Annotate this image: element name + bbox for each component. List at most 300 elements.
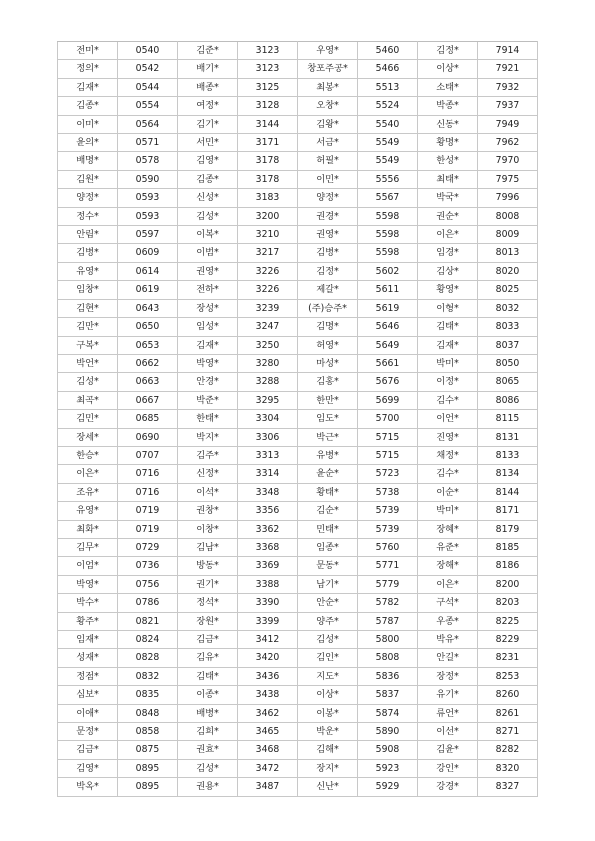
code-cell: 5890 bbox=[358, 723, 418, 741]
code-cell: 3388 bbox=[238, 575, 298, 593]
code-cell: 0554 bbox=[118, 97, 178, 115]
name-cell: 김태* bbox=[178, 667, 238, 685]
code-cell: 0564 bbox=[118, 115, 178, 133]
code-cell: 3123 bbox=[238, 60, 298, 78]
name-cell: 김성* bbox=[178, 759, 238, 777]
name-cell: 박운* bbox=[298, 723, 358, 741]
code-cell: 5699 bbox=[358, 391, 418, 409]
code-cell: 3123 bbox=[238, 42, 298, 60]
name-cell: 이봉* bbox=[298, 704, 358, 722]
code-cell: 0593 bbox=[118, 207, 178, 225]
code-cell: 8282 bbox=[478, 741, 538, 759]
code-cell: 3183 bbox=[238, 189, 298, 207]
name-cell: 서금* bbox=[298, 134, 358, 152]
name-cell: 유기* bbox=[418, 686, 478, 704]
name-cell: 문동* bbox=[298, 557, 358, 575]
code-cell: 5923 bbox=[358, 759, 418, 777]
code-cell: 5524 bbox=[358, 97, 418, 115]
code-cell: 8008 bbox=[478, 207, 538, 225]
name-cell: 심보* bbox=[58, 686, 118, 704]
code-cell: 5700 bbox=[358, 410, 418, 428]
code-cell: 3200 bbox=[238, 207, 298, 225]
code-cell: 0590 bbox=[118, 170, 178, 188]
name-cell: 배종* bbox=[178, 78, 238, 96]
code-cell: 8229 bbox=[478, 631, 538, 649]
code-cell: 5649 bbox=[358, 336, 418, 354]
name-cell: 류언* bbox=[418, 704, 478, 722]
code-cell: 0540 bbox=[118, 42, 178, 60]
code-cell: 3438 bbox=[238, 686, 298, 704]
table-row bbox=[58, 483, 538, 501]
code-cell: 0719 bbox=[118, 520, 178, 538]
name-cell: 박종* bbox=[418, 97, 478, 115]
code-cell: 0597 bbox=[118, 226, 178, 244]
name-cell: 윤의* bbox=[58, 134, 118, 152]
name-cell: 유영* bbox=[58, 502, 118, 520]
code-cell: 0835 bbox=[118, 686, 178, 704]
name-cell: 허필* bbox=[298, 152, 358, 170]
name-cell: 배기* bbox=[178, 60, 238, 78]
name-cell: 이엄* bbox=[58, 557, 118, 575]
code-cell: 8186 bbox=[478, 557, 538, 575]
name-cell: 김민* bbox=[58, 410, 118, 428]
name-cell: 신난* bbox=[298, 778, 358, 796]
code-cell: 0643 bbox=[118, 299, 178, 317]
name-cell: 박영* bbox=[178, 354, 238, 372]
code-cell: 3226 bbox=[238, 262, 298, 280]
name-cell: 황명* bbox=[418, 134, 478, 152]
code-cell: 0828 bbox=[118, 649, 178, 667]
name-cell: 진영* bbox=[418, 428, 478, 446]
name-cell: 김성* bbox=[58, 373, 118, 391]
code-cell: 0832 bbox=[118, 667, 178, 685]
table-row bbox=[58, 594, 538, 612]
name-cell: 이종* bbox=[178, 686, 238, 704]
name-cell: 김성* bbox=[178, 207, 238, 225]
code-cell: 0707 bbox=[118, 446, 178, 464]
table-row bbox=[58, 78, 538, 96]
name-cell: 김원* bbox=[58, 170, 118, 188]
name-cell: 한성* bbox=[418, 152, 478, 170]
name-cell: 문정* bbox=[58, 723, 118, 741]
name-cell: 김왕* bbox=[298, 115, 358, 133]
name-cell: 우종* bbox=[418, 612, 478, 630]
table-row bbox=[58, 170, 538, 188]
table-row bbox=[58, 704, 538, 722]
code-cell: 7937 bbox=[478, 97, 538, 115]
code-cell: 8320 bbox=[478, 759, 538, 777]
name-cell: 장정* bbox=[418, 667, 478, 685]
table-row bbox=[58, 557, 538, 575]
name-cell: 김병* bbox=[58, 244, 118, 262]
name-cell: 이복* bbox=[178, 226, 238, 244]
code-cell: 8225 bbox=[478, 612, 538, 630]
code-cell: 3247 bbox=[238, 318, 298, 336]
name-cell: 박준* bbox=[178, 391, 238, 409]
table-row bbox=[58, 741, 538, 759]
table-row bbox=[58, 60, 538, 78]
name-cell: 권순* bbox=[418, 207, 478, 225]
code-cell: 5598 bbox=[358, 226, 418, 244]
name-cell: 김해* bbox=[298, 741, 358, 759]
table-row bbox=[58, 649, 538, 667]
code-cell: 0619 bbox=[118, 281, 178, 299]
name-cell: 임경* bbox=[418, 244, 478, 262]
code-cell: 8009 bbox=[478, 226, 538, 244]
name-cell: 김병* bbox=[298, 244, 358, 262]
code-cell: 5837 bbox=[358, 686, 418, 704]
code-cell: 0736 bbox=[118, 557, 178, 575]
code-cell: 5874 bbox=[358, 704, 418, 722]
name-cell: 강인* bbox=[418, 759, 478, 777]
name-cell: 김인* bbox=[298, 649, 358, 667]
code-cell: 0895 bbox=[118, 759, 178, 777]
name-cell: 박유* bbox=[418, 631, 478, 649]
name-cell: 박지* bbox=[178, 428, 238, 446]
code-cell: 3314 bbox=[238, 465, 298, 483]
code-cell: 3306 bbox=[238, 428, 298, 446]
code-cell: 0614 bbox=[118, 262, 178, 280]
code-cell: 5466 bbox=[358, 60, 418, 78]
table-row bbox=[58, 318, 538, 336]
name-cell: 이상* bbox=[418, 60, 478, 78]
code-cell: 3436 bbox=[238, 667, 298, 685]
code-cell: 3210 bbox=[238, 226, 298, 244]
code-cell: 5908 bbox=[358, 741, 418, 759]
table-row bbox=[58, 465, 538, 483]
name-cell: 이창* bbox=[178, 520, 238, 538]
code-cell: 8171 bbox=[478, 502, 538, 520]
name-cell: 임성* bbox=[178, 318, 238, 336]
code-cell: 0875 bbox=[118, 741, 178, 759]
name-cell: 소태* bbox=[418, 78, 478, 96]
name-cell: 안경* bbox=[178, 373, 238, 391]
name-cell: 정점* bbox=[58, 667, 118, 685]
code-cell: 8013 bbox=[478, 244, 538, 262]
code-cell: 5715 bbox=[358, 428, 418, 446]
table-row bbox=[58, 686, 538, 704]
name-cell: 박옥* bbox=[58, 778, 118, 796]
name-cell: 신성* bbox=[178, 189, 238, 207]
code-cell: 8179 bbox=[478, 520, 538, 538]
name-cell: 황영* bbox=[418, 281, 478, 299]
code-cell: 3178 bbox=[238, 152, 298, 170]
name-cell: 권창* bbox=[178, 502, 238, 520]
name-cell: 채정* bbox=[418, 446, 478, 464]
code-cell: 3144 bbox=[238, 115, 298, 133]
code-cell: 5460 bbox=[358, 42, 418, 60]
name-cell: 윤순* bbox=[298, 465, 358, 483]
code-cell: 5567 bbox=[358, 189, 418, 207]
code-cell: 5549 bbox=[358, 134, 418, 152]
table-row bbox=[58, 502, 538, 520]
code-cell: 7962 bbox=[478, 134, 538, 152]
code-cell: 0663 bbox=[118, 373, 178, 391]
name-cell: 우영* bbox=[298, 42, 358, 60]
name-cell: 유영* bbox=[58, 262, 118, 280]
table-row bbox=[58, 42, 538, 60]
code-cell: 5598 bbox=[358, 244, 418, 262]
name-cell: 최곡* bbox=[58, 391, 118, 409]
code-cell: 8144 bbox=[478, 483, 538, 501]
table-row bbox=[58, 189, 538, 207]
code-cell: 5646 bbox=[358, 318, 418, 336]
name-cell: 김금* bbox=[58, 741, 118, 759]
name-cell: 박언* bbox=[58, 354, 118, 372]
name-cell: 김순* bbox=[298, 502, 358, 520]
code-cell: 3313 bbox=[238, 446, 298, 464]
code-cell: 0609 bbox=[118, 244, 178, 262]
name-cell: 최태* bbox=[418, 170, 478, 188]
code-cell: 3280 bbox=[238, 354, 298, 372]
name-cell: 신정* bbox=[178, 465, 238, 483]
code-cell: 5739 bbox=[358, 502, 418, 520]
name-cell: 창포주공* bbox=[298, 60, 358, 78]
name-cell: 김윤* bbox=[418, 741, 478, 759]
name-cell: 최화* bbox=[58, 520, 118, 538]
name-cell: 김금* bbox=[178, 631, 238, 649]
code-cell: 3412 bbox=[238, 631, 298, 649]
code-cell: 5676 bbox=[358, 373, 418, 391]
code-cell: 5739 bbox=[358, 520, 418, 538]
code-cell: 5513 bbox=[358, 78, 418, 96]
name-cell: 마성* bbox=[298, 354, 358, 372]
name-cell: 장성* bbox=[178, 299, 238, 317]
code-cell: 5800 bbox=[358, 631, 418, 649]
table-row bbox=[58, 538, 538, 556]
code-cell: 5619 bbox=[358, 299, 418, 317]
name-cell: 김정* bbox=[418, 42, 478, 60]
table-row bbox=[58, 244, 538, 262]
code-cell: 8134 bbox=[478, 465, 538, 483]
name-cell: 김태* bbox=[418, 318, 478, 336]
table-row bbox=[58, 631, 538, 649]
document-page bbox=[57, 41, 535, 797]
name-cell: 양정* bbox=[58, 189, 118, 207]
code-cell: 8271 bbox=[478, 723, 538, 741]
code-cell: 3356 bbox=[238, 502, 298, 520]
code-cell: 0662 bbox=[118, 354, 178, 372]
name-cell: 김유* bbox=[178, 649, 238, 667]
code-cell: 0719 bbox=[118, 502, 178, 520]
name-cell: 장원* bbox=[178, 612, 238, 630]
code-cell: 3226 bbox=[238, 281, 298, 299]
code-cell: 0824 bbox=[118, 631, 178, 649]
code-cell: 5611 bbox=[358, 281, 418, 299]
code-cell: 8065 bbox=[478, 373, 538, 391]
code-cell: 5760 bbox=[358, 538, 418, 556]
name-cell: 장해* bbox=[418, 557, 478, 575]
code-cell: 0858 bbox=[118, 723, 178, 741]
code-cell: 5738 bbox=[358, 483, 418, 501]
code-cell: 8086 bbox=[478, 391, 538, 409]
code-cell: 3239 bbox=[238, 299, 298, 317]
name-cell: 박미* bbox=[418, 502, 478, 520]
name-cell: 김주* bbox=[178, 446, 238, 464]
name-cell: 김종* bbox=[178, 170, 238, 188]
name-cell: 김만* bbox=[58, 318, 118, 336]
name-cell: 이언* bbox=[418, 410, 478, 428]
name-cell: 김명* bbox=[298, 318, 358, 336]
code-cell: 3465 bbox=[238, 723, 298, 741]
name-cell: 지도* bbox=[298, 667, 358, 685]
code-cell: 0578 bbox=[118, 152, 178, 170]
name-cell: 민태* bbox=[298, 520, 358, 538]
code-cell: 3128 bbox=[238, 97, 298, 115]
code-cell: 7970 bbox=[478, 152, 538, 170]
name-cell: 유준* bbox=[418, 538, 478, 556]
code-cell: 8253 bbox=[478, 667, 538, 685]
code-cell: 0650 bbox=[118, 318, 178, 336]
code-cell: 8037 bbox=[478, 336, 538, 354]
name-cell: 남기* bbox=[298, 575, 358, 593]
table-row bbox=[58, 97, 538, 115]
table-row bbox=[58, 336, 538, 354]
name-cell: 권경* bbox=[298, 207, 358, 225]
name-cell: 한태* bbox=[178, 410, 238, 428]
name-cell: 이민* bbox=[298, 170, 358, 188]
name-cell: 오창* bbox=[298, 97, 358, 115]
code-cell: 5549 bbox=[358, 152, 418, 170]
table-row bbox=[58, 575, 538, 593]
name-cell: 이석* bbox=[178, 483, 238, 501]
code-cell: 3462 bbox=[238, 704, 298, 722]
code-cell: 0786 bbox=[118, 594, 178, 612]
code-cell: 3304 bbox=[238, 410, 298, 428]
code-cell: 8231 bbox=[478, 649, 538, 667]
name-cell: 배병* bbox=[178, 704, 238, 722]
name-cell: 정수* bbox=[58, 207, 118, 225]
name-cell: 서민* bbox=[178, 134, 238, 152]
name-cell: 강경* bbox=[418, 778, 478, 796]
table-row bbox=[58, 134, 538, 152]
name-cell: 성재* bbox=[58, 649, 118, 667]
name-cell: 조유* bbox=[58, 483, 118, 501]
code-cell: 5540 bbox=[358, 115, 418, 133]
name-cell: 박영* bbox=[58, 575, 118, 593]
code-cell: 8203 bbox=[478, 594, 538, 612]
name-cell: 이형* bbox=[418, 299, 478, 317]
code-cell: 0685 bbox=[118, 410, 178, 428]
name-cell: 이정* bbox=[418, 373, 478, 391]
code-cell: 0571 bbox=[118, 134, 178, 152]
name-cell: 구복* bbox=[58, 336, 118, 354]
code-cell: 8033 bbox=[478, 318, 538, 336]
name-cell: 이은* bbox=[58, 465, 118, 483]
name-cell: 김재* bbox=[58, 78, 118, 96]
name-cell: 권용* bbox=[178, 778, 238, 796]
name-cell: 안림* bbox=[58, 226, 118, 244]
code-cell: 5715 bbox=[358, 446, 418, 464]
code-cell: 8025 bbox=[478, 281, 538, 299]
table-row bbox=[58, 446, 538, 464]
code-cell: 0848 bbox=[118, 704, 178, 722]
name-cell: 김성* bbox=[298, 631, 358, 649]
code-cell: 0667 bbox=[118, 391, 178, 409]
table-row bbox=[58, 391, 538, 409]
name-cell: 한승* bbox=[58, 446, 118, 464]
code-cell: 8115 bbox=[478, 410, 538, 428]
table-row bbox=[58, 612, 538, 630]
code-cell: 3295 bbox=[238, 391, 298, 409]
name-cell: 김무* bbox=[58, 538, 118, 556]
name-cell: 김준* bbox=[178, 42, 238, 60]
code-cell: 7932 bbox=[478, 78, 538, 96]
name-cell: 권효* bbox=[178, 741, 238, 759]
name-cell: 정의* bbox=[58, 60, 118, 78]
name-cell: 방동* bbox=[178, 557, 238, 575]
code-cell: 0821 bbox=[118, 612, 178, 630]
code-cell: 7914 bbox=[478, 42, 538, 60]
table-row bbox=[58, 115, 538, 133]
name-cell: 박근* bbox=[298, 428, 358, 446]
table-row bbox=[58, 759, 538, 777]
name-cell: 임창* bbox=[58, 281, 118, 299]
code-cell: 5598 bbox=[358, 207, 418, 225]
name-cell: 안길* bbox=[418, 649, 478, 667]
name-cell: 이미* bbox=[58, 115, 118, 133]
table-row bbox=[58, 723, 538, 741]
code-cell: 3348 bbox=[238, 483, 298, 501]
code-cell: 7996 bbox=[478, 189, 538, 207]
name-cell: 임재* bbox=[58, 631, 118, 649]
table-row bbox=[58, 354, 538, 372]
code-cell: 3362 bbox=[238, 520, 298, 538]
code-cell: 3217 bbox=[238, 244, 298, 262]
code-cell: 8261 bbox=[478, 704, 538, 722]
code-cell: 5661 bbox=[358, 354, 418, 372]
name-cell: 한만* bbox=[298, 391, 358, 409]
table-row bbox=[58, 778, 538, 796]
code-cell: 8327 bbox=[478, 778, 538, 796]
name-cell: 김수* bbox=[418, 465, 478, 483]
name-cell: 권영* bbox=[178, 262, 238, 280]
name-cell: 구석* bbox=[418, 594, 478, 612]
code-cell: 3288 bbox=[238, 373, 298, 391]
code-cell: 3468 bbox=[238, 741, 298, 759]
name-cell: 신동* bbox=[418, 115, 478, 133]
code-cell: 0716 bbox=[118, 483, 178, 501]
name-cell: 양주* bbox=[298, 612, 358, 630]
name-cell: 박국* bbox=[418, 189, 478, 207]
code-cell: 7949 bbox=[478, 115, 538, 133]
code-cell: 3487 bbox=[238, 778, 298, 796]
name-cell: 장혜* bbox=[418, 520, 478, 538]
name-cell: 권영* bbox=[298, 226, 358, 244]
code-cell: 0593 bbox=[118, 189, 178, 207]
code-cell: 8020 bbox=[478, 262, 538, 280]
code-cell: 0895 bbox=[118, 778, 178, 796]
code-cell: 0542 bbox=[118, 60, 178, 78]
code-cell: 0653 bbox=[118, 336, 178, 354]
code-cell: 3250 bbox=[238, 336, 298, 354]
name-cell: 김기* bbox=[178, 115, 238, 133]
code-cell: 3125 bbox=[238, 78, 298, 96]
name-cell: 김남* bbox=[178, 538, 238, 556]
code-cell: 5836 bbox=[358, 667, 418, 685]
name-cell: 이상* bbox=[298, 686, 358, 704]
code-cell: 8133 bbox=[478, 446, 538, 464]
table-row bbox=[58, 410, 538, 428]
table-row bbox=[58, 262, 538, 280]
code-cell: 3420 bbox=[238, 649, 298, 667]
name-cell: 이선* bbox=[418, 723, 478, 741]
name-cell: 최봉* bbox=[298, 78, 358, 96]
code-cell: 5779 bbox=[358, 575, 418, 593]
name-cell: 김희* bbox=[178, 723, 238, 741]
name-cell: 정석* bbox=[178, 594, 238, 612]
code-cell: 3369 bbox=[238, 557, 298, 575]
